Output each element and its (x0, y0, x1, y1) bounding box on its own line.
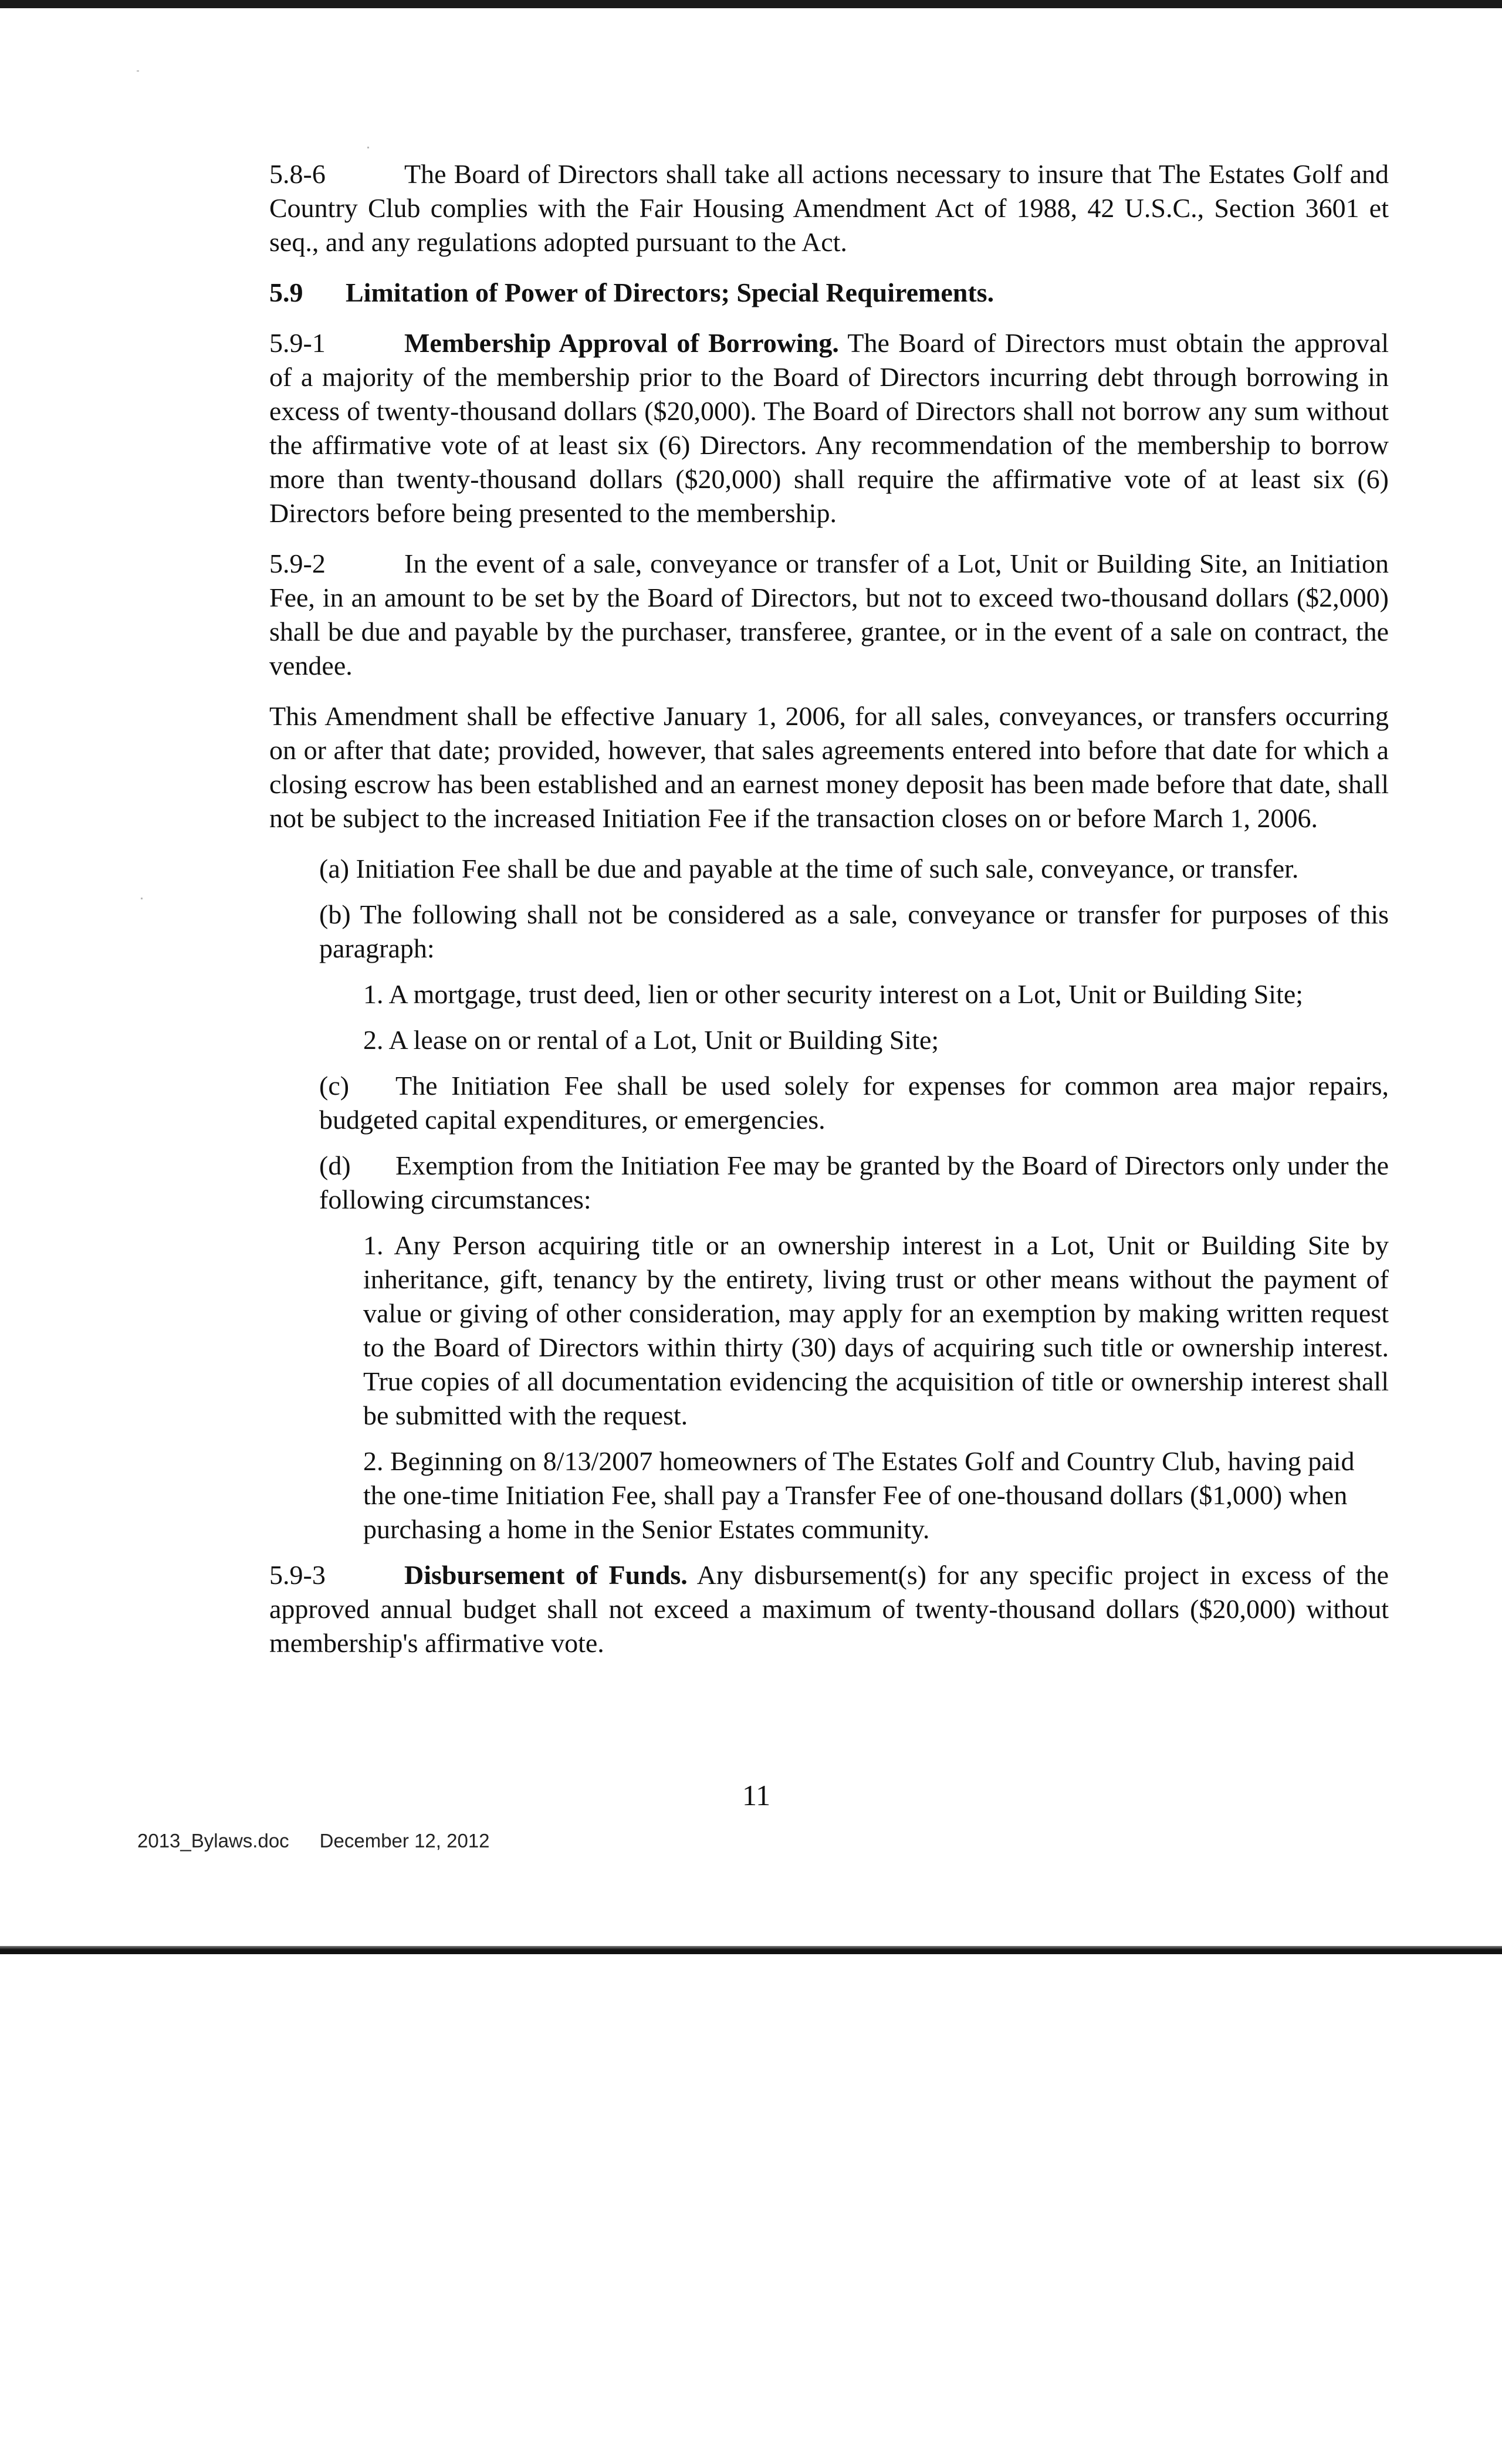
footer-date: December 12, 2012 (319, 1830, 490, 1852)
section-text: In the event of a sale, conveyance or transfer of a Lot, Unit or Building Site, an Initiation Fee, in an amount to be set by the Board of Directors, but not to exceed two-thousand dollars ($2,000) shall be due and payable by the purchaser, transferee, grantee, or in the event of a sale on contract, the vendee. (269, 549, 1389, 681)
page-number: 11 (742, 1779, 771, 1812)
clause-label: (d) (319, 1150, 351, 1180)
scan-border-bottom (0, 1946, 1502, 1954)
section-number: 5.9-2 (269, 549, 326, 578)
section-5-9-2 (269, 547, 1389, 683)
section-5-9-heading (269, 276, 1389, 310)
scan-speck (367, 147, 369, 148)
scan-border-top (0, 0, 1502, 8)
clause-b-item-1: 1. A mortgage, trust deed, lien or other security interest on a Lot, Unit or Building Site; (363, 979, 1304, 1009)
clause-d-item-2: 2. Beginning on 8/13/2007 homeowners of The Estates Golf and Country Club, having paid the one-time Initiation Fee, shall pay a Transfer Fee of one-thousand dollars ($1,000) when purchasing a home in the Senior Estates community. (363, 1446, 1355, 1544)
section-number: 5.9-3 (269, 1560, 326, 1590)
clause-a: (a) Initiation Fee shall be due and payable at the time of such sale, conveyance, or transfer. (319, 854, 1299, 884)
section-5-8-6 (269, 157, 1389, 259)
clause-b: (b) The following shall not be considered as a sale, conveyance or transfer for purposes of this paragraph: (319, 899, 1389, 963)
footer (137, 1829, 490, 1853)
section-text: Any disbursement(s) for any specific project in excess of the approved annual budget shall not exceed a maximum of twenty-thousand dollars ($20,000) without membership's affirmative vote. (269, 1560, 1389, 1658)
section-heading: Disbursement of Funds. (404, 1560, 688, 1590)
clause-label: (c) (319, 1071, 350, 1101)
section-number: 5.9 (269, 277, 303, 307)
section-5-9-1 (269, 326, 1389, 530)
section-heading: Limitation of Power of Directors; Special Requirements. (346, 277, 994, 307)
footer-filename: 2013_Bylaws.doc (137, 1830, 289, 1852)
section-number: 5.8-6 (269, 159, 326, 189)
clause-c (319, 1069, 1389, 1137)
amendment-paragraph: This Amendment shall be effective January 1, 2006, for all sales, conveyances, or transfers occurring on or after that date; provided, however, that sales agreements entered into before that date for which a closing escrow has been established and an earnest money deposit has been made before that date, shall not be subject to the increased Initiation Fee if the transaction closes on or before March 1, 2006. (269, 701, 1389, 833)
section-text: The Board of Directors shall take all actions necessary to insure that The Estates Golf and Country Club complies with the Fair Housing Amendment Act of 1988, 42 U.S.C., Section 3601 et seq., and any regulations adopted pursuant to the Act. (269, 159, 1389, 257)
section-text: The Board of Directors must obtain the approval of a majority of the membership prior to the Board of Directors incurring debt through borrowing in excess of twenty-thousand dollars ($20,000). The Board of Directors shall not borrow any sum without the affirmative vote of at least six (6) Directors. Any recommendation of the membership to borrow more than twenty-thousand dollars ($20,000) shall require the affirmative vote of at least six (6) Directors before being presented to the membership. (269, 328, 1389, 528)
section-heading: Membership Approval of Borrowing. (404, 328, 839, 358)
clause-text: Exemption from the Initiation Fee may be granted by the Board of Directors only under the following circumstances: (319, 1150, 1389, 1214)
clause-b-item-2: 2. A lease on or rental of a Lot, Unit or Building Site; (363, 1025, 939, 1055)
clause-d (319, 1149, 1389, 1217)
document-body (269, 157, 1389, 1677)
scan-speck (137, 70, 139, 72)
clause-d-item-1: 1. Any Person acquiring title or an ownership interest in a Lot, Unit or Building Site by inheritance, gift, tenancy by the entirety, living trust or other means without the payment of value or giving of other consideration, may apply for an exemption by making written request to the Board of Directors within thirty (30) days of acquiring such title or ownership interest. True copies of all documentation evidencing the acquisition of title or ownership interest shall be submitted with the request. (363, 1230, 1389, 1430)
section-number: 5.9-1 (269, 328, 326, 358)
clause-text: The Initiation Fee shall be used solely for expenses for common area major repairs, budgeted capital expenditures, or emergencies. (319, 1071, 1389, 1135)
section-5-9-3 (269, 1558, 1389, 1660)
scan-speck (141, 898, 143, 899)
